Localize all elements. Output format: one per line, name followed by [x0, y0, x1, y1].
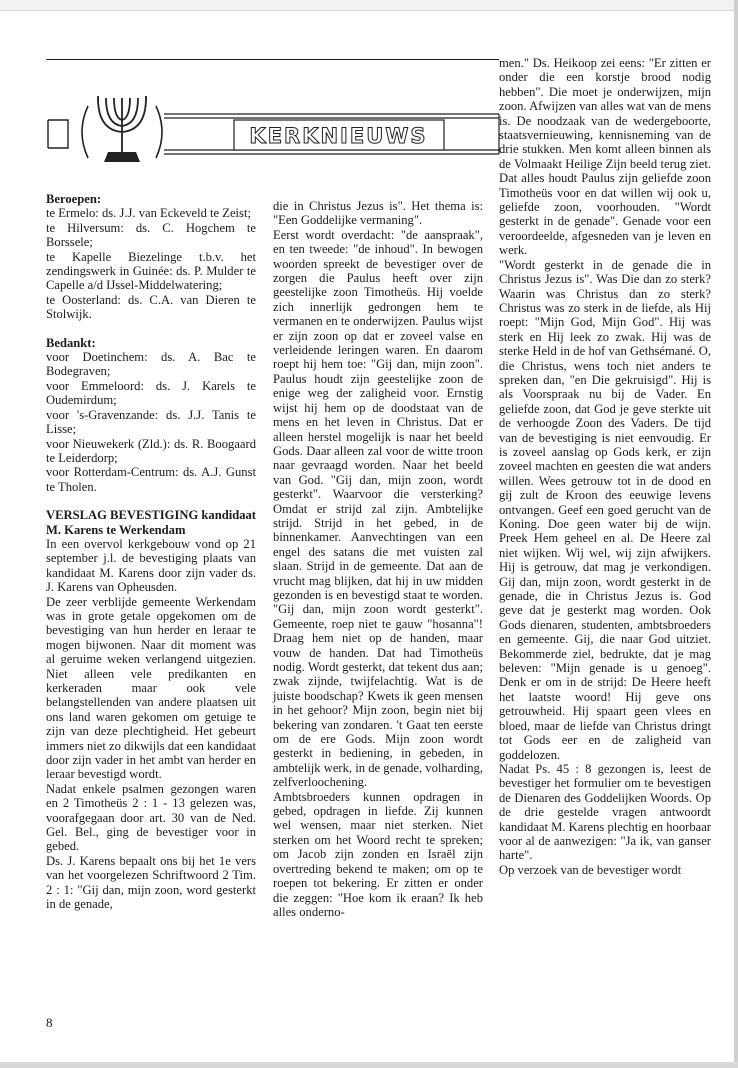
article-paragraph: Ambtsbroeders kunnen opdragen in gebed, opdragen in liefde. Zij kunnen wel wensen, maar niet sterken. Niet sterken om het Woord recht te spreken; om Jacob zijn zonden en Israël zijn overtreding bekend te maken; om op te roepen tot bekering. Er zitten er onder die zeggen: "Hoe kom ik eraan? Ik heb alles onderno- — [273, 789, 483, 919]
column-2 — [273, 199, 483, 919]
column-3 — [499, 56, 711, 877]
section-title: KERKNIEUWS — [249, 124, 428, 148]
beroepen-item: te Hilversum: ds. C. Hogchem te Borssele; — [46, 220, 256, 250]
section-header — [46, 92, 501, 172]
article-paragraph: Op verzoek van de bevestiger wordt — [499, 862, 682, 877]
article-paragraph: men." Ds. Heikoop zei eens: "Er zitten er onder die een korstje brood nodig hebben". Die moet je onderwijzen, mijn zoon. Afwijzen van alles wat van de mens is. De noodzaak van de wedergeboorte, staatsvernieuwing, kennisneming van de drie stukken. Men komt alleen binnen als de Volmaakt Heilige Zijn beeld terug ziet. Dat alles houdt Paulus zijn geliefde zoon Timotheüs voor en dat willen wij ook u, geliefde zoon, voorhouden. "Wordt gesterkt in de genade". Genade voor een veroordeelde, afgesneden van je leven en werk. — [499, 56, 711, 258]
beroepen-item: te Kapelle Biezelinge t.b.v. het zendingswerk in Guinée: ds. P. Mulder te Capelle a/d IJssel-Middelwatering; — [46, 249, 256, 293]
beroepen-item: te Ermelo: ds. J.J. van Eckeveld te Zeist; — [46, 206, 251, 221]
article-paragraph: die in Christus Jezus is". Het thema is: "Een Goddelijke vermaning". — [273, 199, 483, 228]
bedankt-item: voor Emmeloord: ds. J. Karels te Oudemirdum; — [46, 378, 256, 408]
verslag-paragraph: Nadat enkele psalmen gezongen waren en 2 Timotheüs 2 : 1 - 13 gelezen was, voorafgegaan door art. 30 van de Ned. Gel. Bel., ging de bevestiger voor in gebed. — [46, 781, 256, 854]
article-paragraph: Eerst wordt overdacht: "de aanspraak", en ten tweede: "de inhoud". In bewogen woorden spreekt de bevestiger over de zorgen die Paulus heeft over zijn geestelijke zoon Timotheüs. Hij voelde zich innerlijk gedrongen hem te vermanen en te onderwijzen. Paulus wijst er zijn zoon op dat er zoveel valse en verleidende leringen waren. En daarom roept hij hem toe: "Gij dan, mijn zoon". Paulus houdt zijn geestelijke zoon de enige weg der zaligheid voor. Ernstig wijst hij hem op de doodstaat van de mens en het leven in Christus. Dat er alleen herstel mogelijk is naar het beeld Gods. Daar alleen zal voor de witte troon naar gevraagd worden. Naar het beeld van God. "Gij dan, mijn zoon, wordt gesterkt". Waarvoor die versterking? Omdat er strijd zal zijn. Ambtelijke strijd. Strijd in het gebed, in de binnenkamer. Aanvechtingen van een engel des satans die met vuisten zal slaan. Strijd in de gemeente. Dat aan de vrucht mag blijken, dat hij in uw midden gezonden is en bevestigd staat te worden. "Gij dan, mijn zoon wordt gesterkt". Gemeente, roep niet te gauw "hosanna"! Draag hem niet op de handen, maar vouw de handen. Dat had Timotheüs nodig. Wordt gesterkt, dat tekent dus aan; zwak zijnde, twijfelachtig. Wat is de juiste boodschap? Kwets ik geen mensen in het gehoor? Mijn zoon, begin niet bij bekering van zondaren. 't Gaat ten eerste om de ere Gods. Mijn zoon wordt gesterkt in bediening, in gebeden, in ambtelijk werk, in de genade, volharding, zelfverloochening. — [273, 227, 483, 790]
bedankt-item: voor Doetinchem: ds. A. Bac te Bodegraven; — [46, 350, 256, 379]
top-rule — [46, 59, 499, 60]
beroepen-heading: Beroepen: — [46, 192, 102, 206]
bedankt-item: voor 's-Gravenzande: ds. J.J. Tanis te Lisse; — [46, 407, 256, 437]
page-number: 8 — [46, 1015, 53, 1030]
article-paragraph: "Wordt gesterkt in de genade die in Christus Jezus is". Was Die dan zo sterk? Waarin was Christus dan zo sterk? Christus was zo sterk in de liefde, als Hij roept: "Mijn God, Mijn God". Hij was sterk en Hij leek zo zwak. Hij was de sterke Held in de hof van Gethsémané. O, die Christus, wens toch niet anders te spreken dan, "en Die gekruisigd". Hij is als Voorspraak nu bij de Vader. En geliefde zoon, dat God je geve sterkte uit de verhoogde Zoon des Vaders. De tijd van de bevestiging is niet eenvoudig. Er is zoveel aanslag op Gods kerk, er zijn zoveel machten en geesten die wat anders willen. Wees getrouw tot in de dood en gij zult de Kroon des eeuwige levens ontvangen. Geef een goed gerucht van de Koning. Doe geen water bij de wijn. Preek Hem geheel en al. De Heere zal niet wijken. Wij wel, wij zijn afwijkers. Hij is getrouw, dat mag je verkondigen. Gij dan, mijn zoon, wordt gesterkt in de genade, die in Christus Jezus is. God geve dat je gesterkt mag worden. Ook Gods dienaren, studenten, ambtsbroeders en gemeente. Gij, die naar God uitziet. Bekommerde ziel, bedrukte, dat je mag beleven: "Mijn genade is u genoeg". Denk er om in de strijd: De Heere heeft het laatste woord! Hij geve ons getrouwheid. Hij spaart geen vlees en bloed, maar de liefde van Christus dringt tot Gods eer en de zaligheid van goddelozen. — [499, 257, 711, 762]
verslag-paragraph: Ds. J. Karens bepaalt ons bij het 1e vers van het voorgelezen Schriftwoord 2 Tim. 2 : 1: "Gij dan, mijn zoon, word gesterkt in de genade, — [46, 853, 256, 912]
column-1 — [46, 192, 256, 912]
article-paragraph: Nadat Ps. 45 : 8 gezongen is, leest de bevestiger het formulier om te bevestigen de Dienaren des Goddelijken Woords. Op de drie gestelde vragen antwoordt kandidaat M. Karens plechtig en hoorbaar voor al de aanwezigen: "Ja ik, van ganser harte". — [499, 761, 711, 863]
menorah-icon — [98, 96, 146, 152]
verslag-heading: VERSLAG BEVESTIGING kandidaat M. Karens te Werkendam — [46, 508, 256, 537]
scan-edge-right — [734, 0, 738, 1068]
verslag-paragraph: De zeer verblijde gemeente Werkendam was in grote getale opgekomen om de bevestiging van hun herder en leraar te mogen bijwonen. Naar dit moment was al geruime weken verlangend uitgezien. Niet alleen vele predikanten en kerkeraden maar ook vele belangstellenden van andere plaatsen uit ons land waren gekomen om getuige te zijn van deze plechtigheid. Het gebeurt immers niet zo dikwijls dat een kandidaat door zijn vader in het ambt van herder en leraar bevestigd wordt. — [46, 594, 256, 782]
beroepen-item: te Oosterland: ds. C.A. van Dieren te Stolwijk. — [46, 292, 256, 322]
bedankt-item: voor Nieuwekerk (Zld.): ds. R. Boogaard te Leiderdorp; — [46, 436, 256, 465]
verslag-paragraph: In een overvol kerkgebouw vond op 21 september j.l. de bevestiging plaats van kandidaat M. Karens door zijn vader ds. J. Karens van Opheusden. — [46, 536, 256, 595]
scan-edge-bottom — [0, 1062, 738, 1068]
bedankt-heading: Bedankt: — [46, 335, 96, 350]
scan-edge-top — [0, 0, 738, 11]
bedankt-item: voor Rotterdam-Centrum: ds. A.J. Gunst te Tholen. — [46, 465, 256, 494]
